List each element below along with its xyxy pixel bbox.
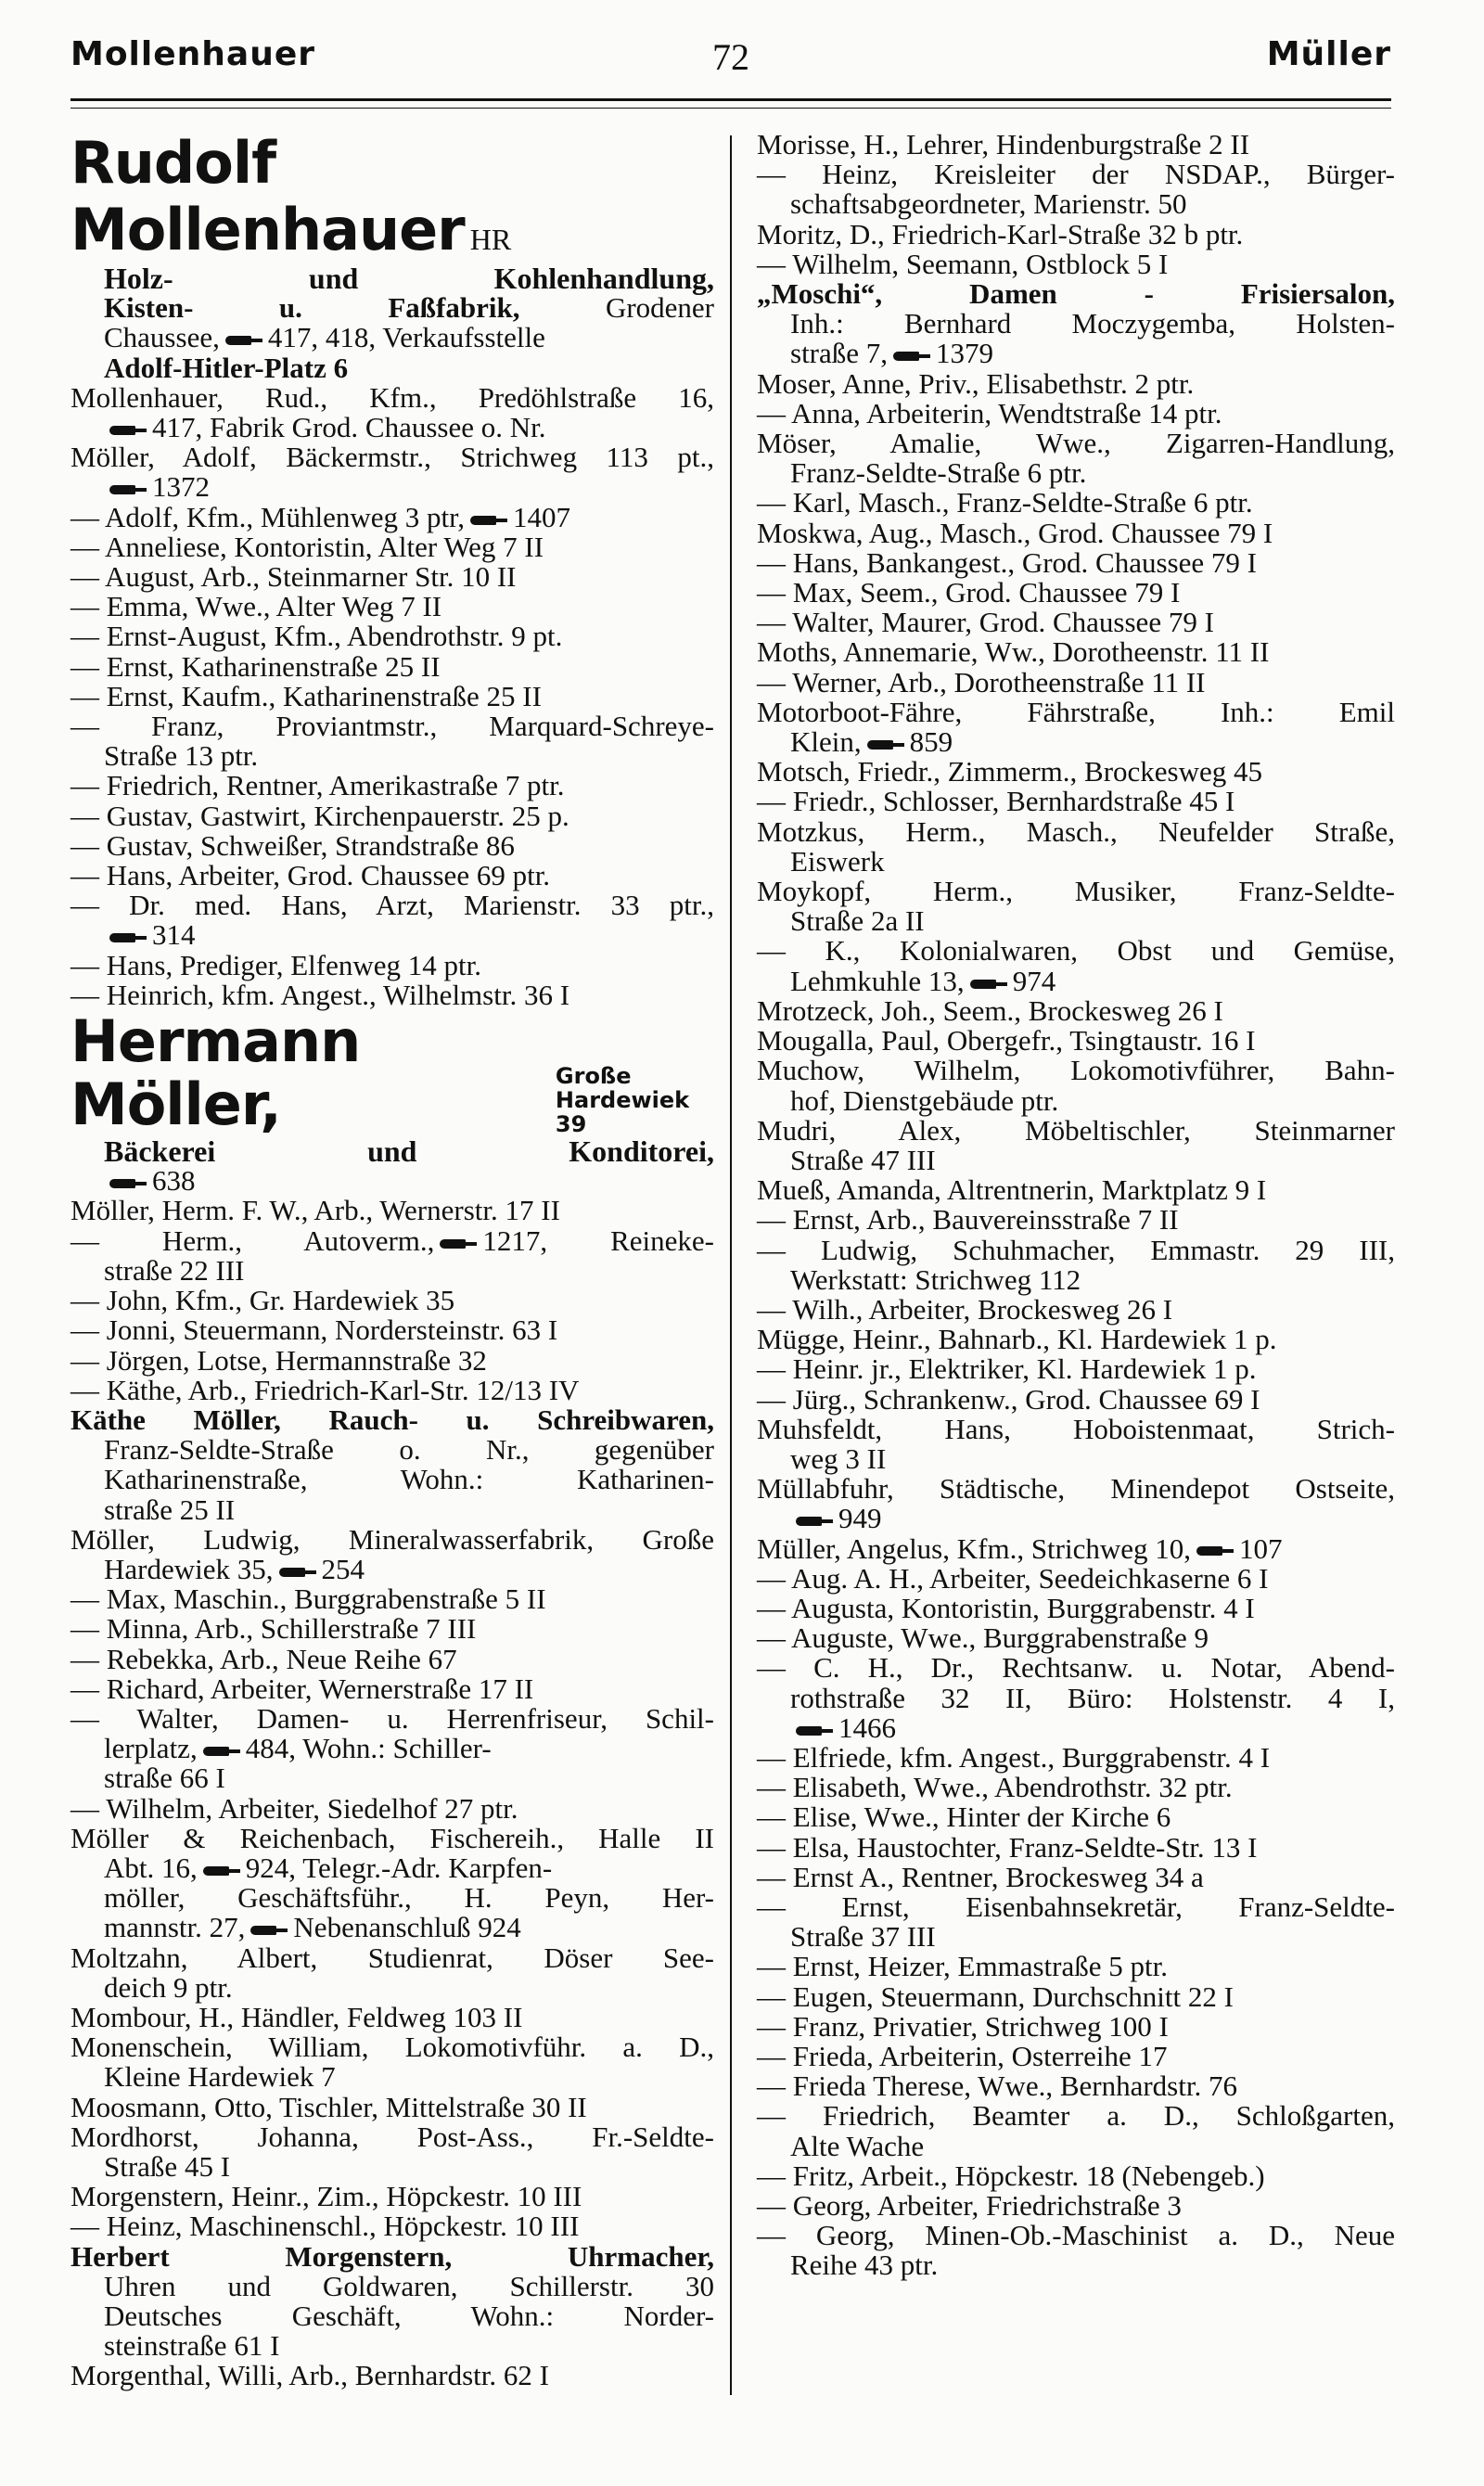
directory-entry: — Georg, Minen-Ob.-Maschinist a. D., Neue Reihe 43 ptr. <box>757 2219 1395 2282</box>
directory-entry: Mrotzeck, Joh., Seem., Brockesweg 26 I <box>757 993 1223 1027</box>
directory-entry: — Wilhelm, Seemann, Ostblock 5 I <box>757 247 1169 280</box>
ad-address-line: Hardewiek 39 <box>555 1087 690 1138</box>
directory-entry: — Ernst, Katharinenstraße 25 II <box>70 649 441 683</box>
directory-entry: Mordhorst, Johanna, Post-Ass., Fr.-Seldte- Straße 45 I <box>70 2120 714 2183</box>
directory-entry: Morisse, H., Lehrer, Hindenburgstraße 2 II <box>757 128 1250 160</box>
telephone-icon <box>203 1744 240 1759</box>
telephone-icon <box>796 1514 833 1529</box>
directory-entry: Moths, Annemarie, Ww., Dorotheenstr. 11 II <box>757 635 1270 669</box>
directory-entry: — Elise, Wwe., Hinter der Kirche 6 <box>757 1800 1171 1834</box>
ad-name: Hermann Möller, <box>70 1007 361 1139</box>
directory-entry: — Ernst A., Rentner, Brockesweg 34 a <box>757 1860 1204 1893</box>
directory-entry: — Georg, Arbeiter, Friedrichstraße 3 <box>757 2189 1182 2223</box>
directory-entry: Herbert Morgenstern, Uhrmacher, Uhren und Goldwaren, Schillerstr. 30 Deutsches Geschäft, Wohn.: Norder- steinstraße 61 I <box>70 2239 714 2363</box>
directory-entry: — Wilhelm, Arbeiter, Siedelhof 27 ptr. <box>70 1791 518 1825</box>
directory-entry: — Elsa, Haustochter, Franz-Seldte-Str. 13 I <box>757 1830 1258 1864</box>
telephone-icon <box>109 423 147 438</box>
directory-entry: — Frieda, Arbeiterin, Osterreihe 17 <box>757 2040 1168 2072</box>
directory-entry: — Hans, Prediger, Elfenweg 14 ptr. <box>70 948 481 981</box>
directory-entry: — Wilh., Arbeiter, Brockesweg 26 I <box>757 1292 1173 1326</box>
directory-entry: Motorboot-Fähre, Fährstraße, Inh.: Emil Klein, 859 <box>757 695 1395 759</box>
directory-entry: Mügge, Heinr., Bahnarb., Kl. Hardewiek 1 p. <box>757 1323 1277 1356</box>
directory-entry: Möller, Herm. F. W., Arb., Wernerstr. 17 II <box>70 1194 560 1227</box>
directory-entry: — Elfriede, kfm. Angest., Burggrabenstr. 4 I <box>757 1740 1271 1774</box>
directory-entry: Möller & Reichenbach, Fischereih., Halle II Abt. 16, 924, Telegr.-Adr. Karpfen- möller, Geschäftsführ., H. Peyn, Her- mannstr. 27, Nebenanschluß 924 <box>70 1821 714 1944</box>
directory-entry: Mudri, Alex, Möbeltischler, Steinmarner Straße 47 III <box>757 1113 1395 1176</box>
directory-entry: — Rebekka, Arb., Neue Reihe 67 <box>70 1642 457 1675</box>
directory-entry: — Franz, Proviantmstr., Marquard-Schreye- Straße 13 ptr. <box>70 710 714 773</box>
ad-line: Bäckerei und Konditorei, <box>104 1134 714 1169</box>
directory-entry: — Max, Maschin., Burggrabenstraße 5 II <box>70 1583 546 1616</box>
directory-entry: Müllabfuhr, Städtische, Minendepot Ostseite, 949 <box>757 1472 1395 1535</box>
directory-entry: — Friedrich, Rentner, Amerikastraße 7 ptr. <box>70 769 565 802</box>
directory-entry: — Frieda Therese, Wwe., Bernhardstr. 76 <box>757 2070 1237 2103</box>
directory-entry: Motzkus, Herm., Masch., Neufelder Straße, Eiswerk <box>757 814 1395 878</box>
directory-entry: — Fritz, Arbeit., Höpckestr. 18 (Nebengeb.) <box>757 2159 1265 2192</box>
directory-entry: — Augusta, Kontoristin, Burggrabenstr. 4 I <box>757 1591 1255 1624</box>
directory-entry: Käthe Möller, Rauch- u. Schreibwaren, Franz-Seldte-Straße o. Nr., gegenüber Katharinenstraße, Wohn.: Katharinen- straße 25 II <box>70 1403 714 1526</box>
header-rule-thin <box>70 108 1391 109</box>
directory-entry: Mueß, Amanda, Altrentnerin, Marktplatz 9 I <box>757 1173 1267 1207</box>
directory-entry: — Ernst, Kaufm., Katharinenstraße 25 II <box>70 679 542 712</box>
column-divider <box>730 135 732 2395</box>
directory-entry: — Hans, Arbeiter, Grod. Chaussee 69 ptr. <box>70 859 551 892</box>
directory-entry: — Jörgen, Lotse, Hermannstraße 32 <box>70 1343 487 1377</box>
directory-entry: — Gustav, Gastwirt, Kirchenpauerstr. 25 p. <box>70 799 569 832</box>
directory-entry: Moritz, D., Friedrich-Karl-Straße 32 b ptr. <box>757 217 1244 250</box>
directory-entry: „Moschi“, Damen - Frisiersalon, Inh.: Bernhard Moczygemba, Holsten- straße 7, 1379 <box>757 277 1395 370</box>
running-head-left: Mollenhauer <box>70 35 316 73</box>
directory-entry: Mougalla, Paul, Obergefr., Tsingtaustr. 16 I <box>757 1024 1256 1057</box>
ad-line: Holz- und Kohlenhandlung, <box>104 262 714 295</box>
page-number: 72 <box>712 36 749 78</box>
page-header <box>70 35 1391 82</box>
ad-name: Rudolf Mollenhauer <box>70 129 465 263</box>
telephone-icon <box>796 1724 833 1738</box>
directory-entry: — Ernst, Heizer, Emmastraße 5 ptr. <box>757 1950 1168 1983</box>
directory-entry: — Ludwig, Schuhmacher, Emmastr. 29 III, Werkstatt: Strichweg 112 <box>757 1233 1395 1296</box>
directory-entry: — Jonni, Steuermann, Nordersteinstr. 63 I <box>70 1313 558 1347</box>
directory-entry: — Herm., Autoverm., 1217, Reineke- straße 22 III <box>70 1224 714 1287</box>
directory-entry: Müller, Angelus, Kfm., Strichweg 10, 107 <box>757 1531 1283 1565</box>
directory-entry: Moosmann, Otto, Tischler, Mittelstraße 30 II <box>70 2090 587 2123</box>
directory-entry: Möller, Ludwig, Mineralwasserfabrik, Große Hardewiek 35, 254 <box>70 1522 714 1585</box>
ad-hermann-moeller <box>70 1007 714 1198</box>
directory-entry: Moskwa, Aug., Masch., Grod. Chaussee 79 I <box>757 516 1273 549</box>
directory-entry: — Ernst, Arb., Bauvereinsstraße 7 II <box>757 1203 1179 1237</box>
telephone-icon <box>109 482 147 497</box>
directory-entry: Motsch, Friedr., Zimmerm., Brockesweg 45 <box>757 755 1262 788</box>
directory-entry: — Emma, Wwe., Alter Weg 7 II <box>70 590 442 623</box>
directory-entry: — Werner, Arb., Dorotheenstraße 11 II <box>757 665 1206 698</box>
directory-entry: — Jürg., Schrankenw., Grod. Chaussee 69 I <box>757 1382 1260 1416</box>
directory-entry: — Max, Seem., Grod. Chaussee 79 I <box>757 576 1181 609</box>
directory-entry: — Hans, Bankangest., Grod. Chaussee 79 I <box>757 545 1257 579</box>
directory-entry: — John, Kfm., Gr. Hardewiek 35 <box>70 1284 455 1317</box>
directory-entry: — Eugen, Steuermann, Durchschnitt 22 I <box>757 1980 1234 2013</box>
header-rule <box>70 98 1391 101</box>
left-column <box>70 130 714 2391</box>
directory-entry: — Dr. med. Hans, Arzt, Marienstr. 33 ptr., 314 <box>70 889 714 952</box>
directory-entry: Moltzahn, Albert, Studienrat, Döser See- deich 9 ptr. <box>70 1941 714 2004</box>
directory-entry: — Elisabeth, Wwe., Abendrothstr. 32 ptr. <box>757 1771 1233 1804</box>
directory-entry: Monenschein, William, Lokomotivführ. a. D., Kleine Hardewiek 7 <box>70 2031 714 2094</box>
ad-suffix: HR <box>469 223 512 256</box>
directory-entry: — Aug. A. H., Arbeiter, Seedeichkaserne 6 I <box>757 1561 1269 1595</box>
directory-entry: — Anneliese, Kontoristin, Alter Weg 7 II <box>70 530 544 563</box>
directory-entry: — Franz, Privatier, Strichweg 100 I <box>757 2009 1169 2043</box>
directory-entry: — Walter, Damen- u. Herrenfriseur, Schil- lerplatz, 484, Wohn.: Schiller- straße 66 I <box>70 1701 714 1795</box>
telephone-icon <box>970 977 1007 992</box>
ad-line: Kisten- u. Faßfabrik, Grodener <box>104 291 714 325</box>
telephone-icon <box>225 333 262 348</box>
directory-entry: — K., Kolonialwaren, Obst und Gemüse, Lehmkuhle 13, 974 <box>757 934 1395 997</box>
directory-entry: — Karl, Masch., Franz-Seldte-Straße 6 ptr. <box>757 486 1253 519</box>
directory-entry: — Heinr. jr., Elektriker, Kl. Hardewiek 1 p. <box>757 1352 1257 1386</box>
directory-entry: Möller, Adolf, Bäckermstr., Strichweg 113 pt., 1372 <box>70 441 714 504</box>
directory-entry: — Käthe, Arb., Friedrich-Karl-Str. 12/13 IV <box>70 1373 580 1406</box>
running-head-right: Müller <box>1266 35 1391 73</box>
directory-entry: — Walter, Maurer, Grod. Chaussee 79 I <box>757 606 1214 639</box>
directory-entry: Mombour, H., Händler, Feldweg 103 II <box>70 2000 523 2033</box>
telephone-icon <box>250 1923 288 1938</box>
telephone-icon <box>893 349 930 364</box>
ad-line: 638 <box>70 1166 714 1196</box>
right-column <box>757 130 1395 2281</box>
directory-entry: Mollenhauer, Rud., Kfm., Predöhlstraße 16, 417, Fabrik Grod. Chaussee o. Nr. <box>70 380 714 444</box>
directory-entry: — Ernst, Eisenbahnsekretär, Franz-Seldte- Straße 37 III <box>757 1890 1395 1954</box>
directory-entry: — Friedr., Schlosser, Bernhardstraße 45 I <box>757 785 1235 818</box>
directory-entry: — Ernst-August, Kfm., Abendrothstr. 9 pt. <box>70 620 563 653</box>
directory-entry: — Richard, Arbeiter, Wernerstraße 17 II <box>70 1672 534 1705</box>
telephone-icon <box>109 930 147 945</box>
ad-mollenhauer <box>70 130 714 383</box>
telephone-icon <box>867 737 904 752</box>
telephone-icon <box>470 513 507 528</box>
directory-entry: Muhsfeldt, Hans, Hoboistenmaat, Strich- weg 3 II <box>757 1412 1395 1475</box>
directory-entry: Morgenthal, Willi, Arb., Bernhardstr. 62 I <box>70 2359 549 2392</box>
directory-entry: — Heinrich, kfm. Angest., Wilhelmstr. 36 I <box>70 978 570 1011</box>
directory-entry: Möser, Amalie, Wwe., Zigarren-Handlung, Franz-Seldte-Straße 6 ptr. <box>757 427 1395 490</box>
directory-entry: — Heinz, Maschinenschl., Höpckestr. 10 III <box>70 2210 580 2243</box>
directory-entry: — Anna, Arbeiterin, Wendtstraße 14 ptr. <box>757 396 1222 429</box>
ad-address-line: Große <box>555 1063 632 1090</box>
directory-entry: — Friedrich, Beamter a. D., Schloßgarten, Alte Wache <box>757 2099 1395 2162</box>
telephone-icon <box>440 1237 477 1251</box>
telephone-icon <box>203 1864 240 1878</box>
directory-entry: Moser, Anne, Priv., Elisabethstr. 2 ptr. <box>757 366 1195 400</box>
directory-entry: — August, Arb., Steinmarner Str. 10 II <box>70 560 517 594</box>
directory-entry: — C. H., Dr., Rechtsanw. u. Notar, Abend- rothstraße 32 II, Büro: Holstenstr. 4 I, 1466 <box>757 1651 1395 1744</box>
directory-entry: Morgenstern, Heinr., Zim., Höpckestr. 10 III <box>70 2180 582 2213</box>
directory-entry: — Heinz, Kreisleiter der NSDAP., Bürger- schaftsabgeordneter, Marienstr. 50 <box>757 158 1395 221</box>
telephone-icon <box>1196 1544 1234 1558</box>
ad-line: Adolf-Hitler-Platz 6 <box>104 351 349 384</box>
ad-line: Chaussee, 417, 418, Verkaufsstelle <box>104 321 545 354</box>
directory-entry: — Gustav, Schweißer, Strandstraße 86 <box>70 828 515 862</box>
telephone-icon <box>279 1565 316 1580</box>
directory-entry: Moykopf, Herm., Musiker, Franz-Seldte- Straße 2a II <box>757 875 1395 938</box>
directory-entry: — Auguste, Wwe., Burggrabenstraße 9 <box>757 1621 1209 1655</box>
telephone-icon <box>109 1176 147 1191</box>
directory-entry: Muchow, Wilhelm, Lokomotivführer, Bahn- hof, Dienstgebäude ptr. <box>757 1054 1395 1117</box>
directory-entry: — Adolf, Kfm., Mühlenweg 3 ptr, 1407 <box>70 500 570 533</box>
directory-entry: — Minna, Arb., Schillerstraße 7 III <box>70 1612 477 1646</box>
